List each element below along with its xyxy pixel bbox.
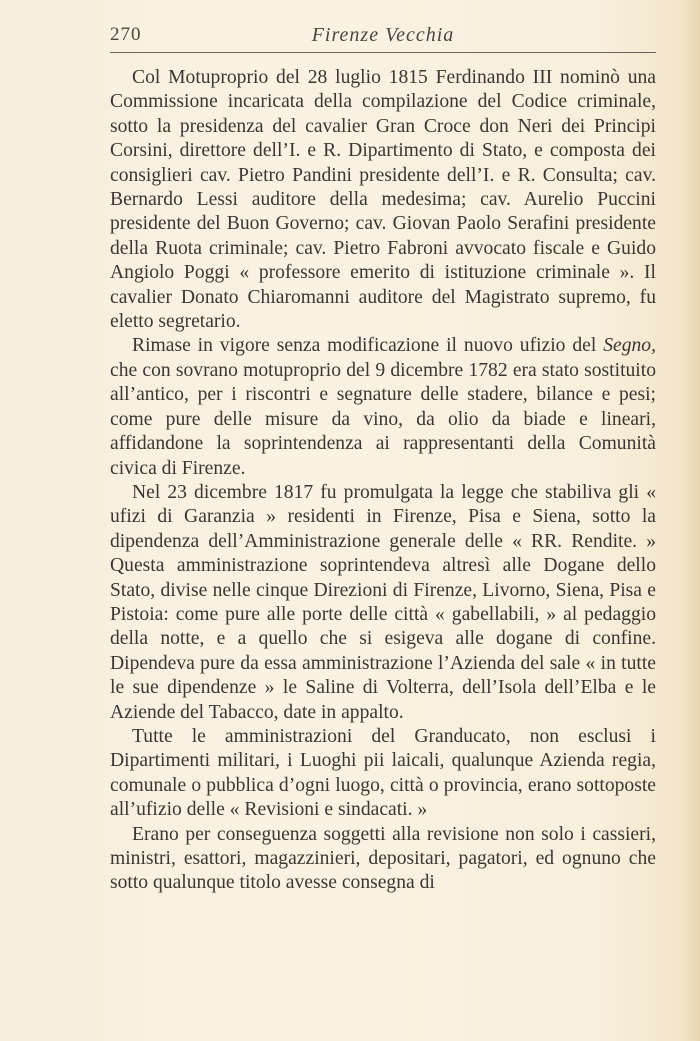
paragraph-segno-end: che con sovrano motuproprio del 9 dicembre 1782 era stato sostituito all’antico, per i riscontri e segnature delle stadere, bilance e pesi; come pure delle misure da vino, da olio da biade e lineari, affidandone la soprintendenza ai rappresentanti della Comunità civica di Firenze.: [110, 359, 656, 479]
paragraph-segno-start: Rimase in vigore senza modificazione il nuovo ufizio del: [132, 335, 604, 357]
page-edge-shadow: [682, 0, 700, 1041]
running-head: [110, 24, 656, 50]
paragraph-commission: Col Motuproprio del 28 luglio 1815 Ferdinando III nominò una Commissione incaricata della compilazione del Codice criminale, sotto la presidenza del cavalier Gran Croce don Neri dei Principi Corsini, direttore dell’I. e R. Dipartimento di Stato, e composta dei consiglieri cav. Pietro Pandini presidente dell’I. e R. Consulta; cav. Bernardo Lessi auditore della medesima; cav. Aurelio Puccini presidente del Buon Governo; cav. Giovan Paolo Serafini presidente della Ruota criminale; cav. Pietro Fabroni avvocato fiscale e Guido Angiolo Poggi « professore emerito di istituzione criminale ». Il cavalier Donato Chiaromanni auditore del Magistrato supremo, fu eletto segretario.: [110, 67, 656, 333]
paragraph-revisioni: Tutte le amministrazioni del Granducato, non esclusi i Dipartimenti militari, i Luoghi pii laicali, qualunque Azienda regia, comunale o pubblica d’ogni luogo, città o provincia, erano sottoposte all’ufizio delle « Revisioni e sindacati. »: [110, 725, 656, 821]
paragraph-garanzia: Nel 23 dicembre 1817 fu promulgata la legge che stabiliva gli « ufizi di Garanzia » residenti in Firenze, Pisa e Siena, sotto la dipendenza dell’Amministrazione generale delle « RR. Rendite. » Questa amministrazione soprintendeva altresì alle Dogane dello Stato, divise nelle cinque Direzioni di Firenze, Livorno, Siena, Pisa e Pistoia: come pure alle porte delle città « gabellabili, » al pedaggio della notte, e a quello che si esigeva alle dogane di confine. Dipendeva pure da essa amministrazione l’Azienda del sale « in tutte le sue dipendenze » le Saline di Volterra, dell’Isola dell’Elba e le Aziende del Tabacco, date in appalto.: [110, 481, 656, 723]
paragraph-consequence: Erano per conseguenza soggetti alla revisione non solo i cassieri, ministri, esattori, magazzinieri, depositari, pagatori, ed ognuno che sotto qualunque titolo avesse consegna di: [110, 823, 656, 894]
segno-italic: Segno,: [603, 335, 656, 357]
header-rule: [110, 52, 656, 53]
paragraph-segno: [110, 334, 656, 480]
body-text: [110, 66, 656, 896]
page-number: 270: [110, 24, 142, 45]
running-title: Firenze Vecchia: [311, 24, 455, 46]
